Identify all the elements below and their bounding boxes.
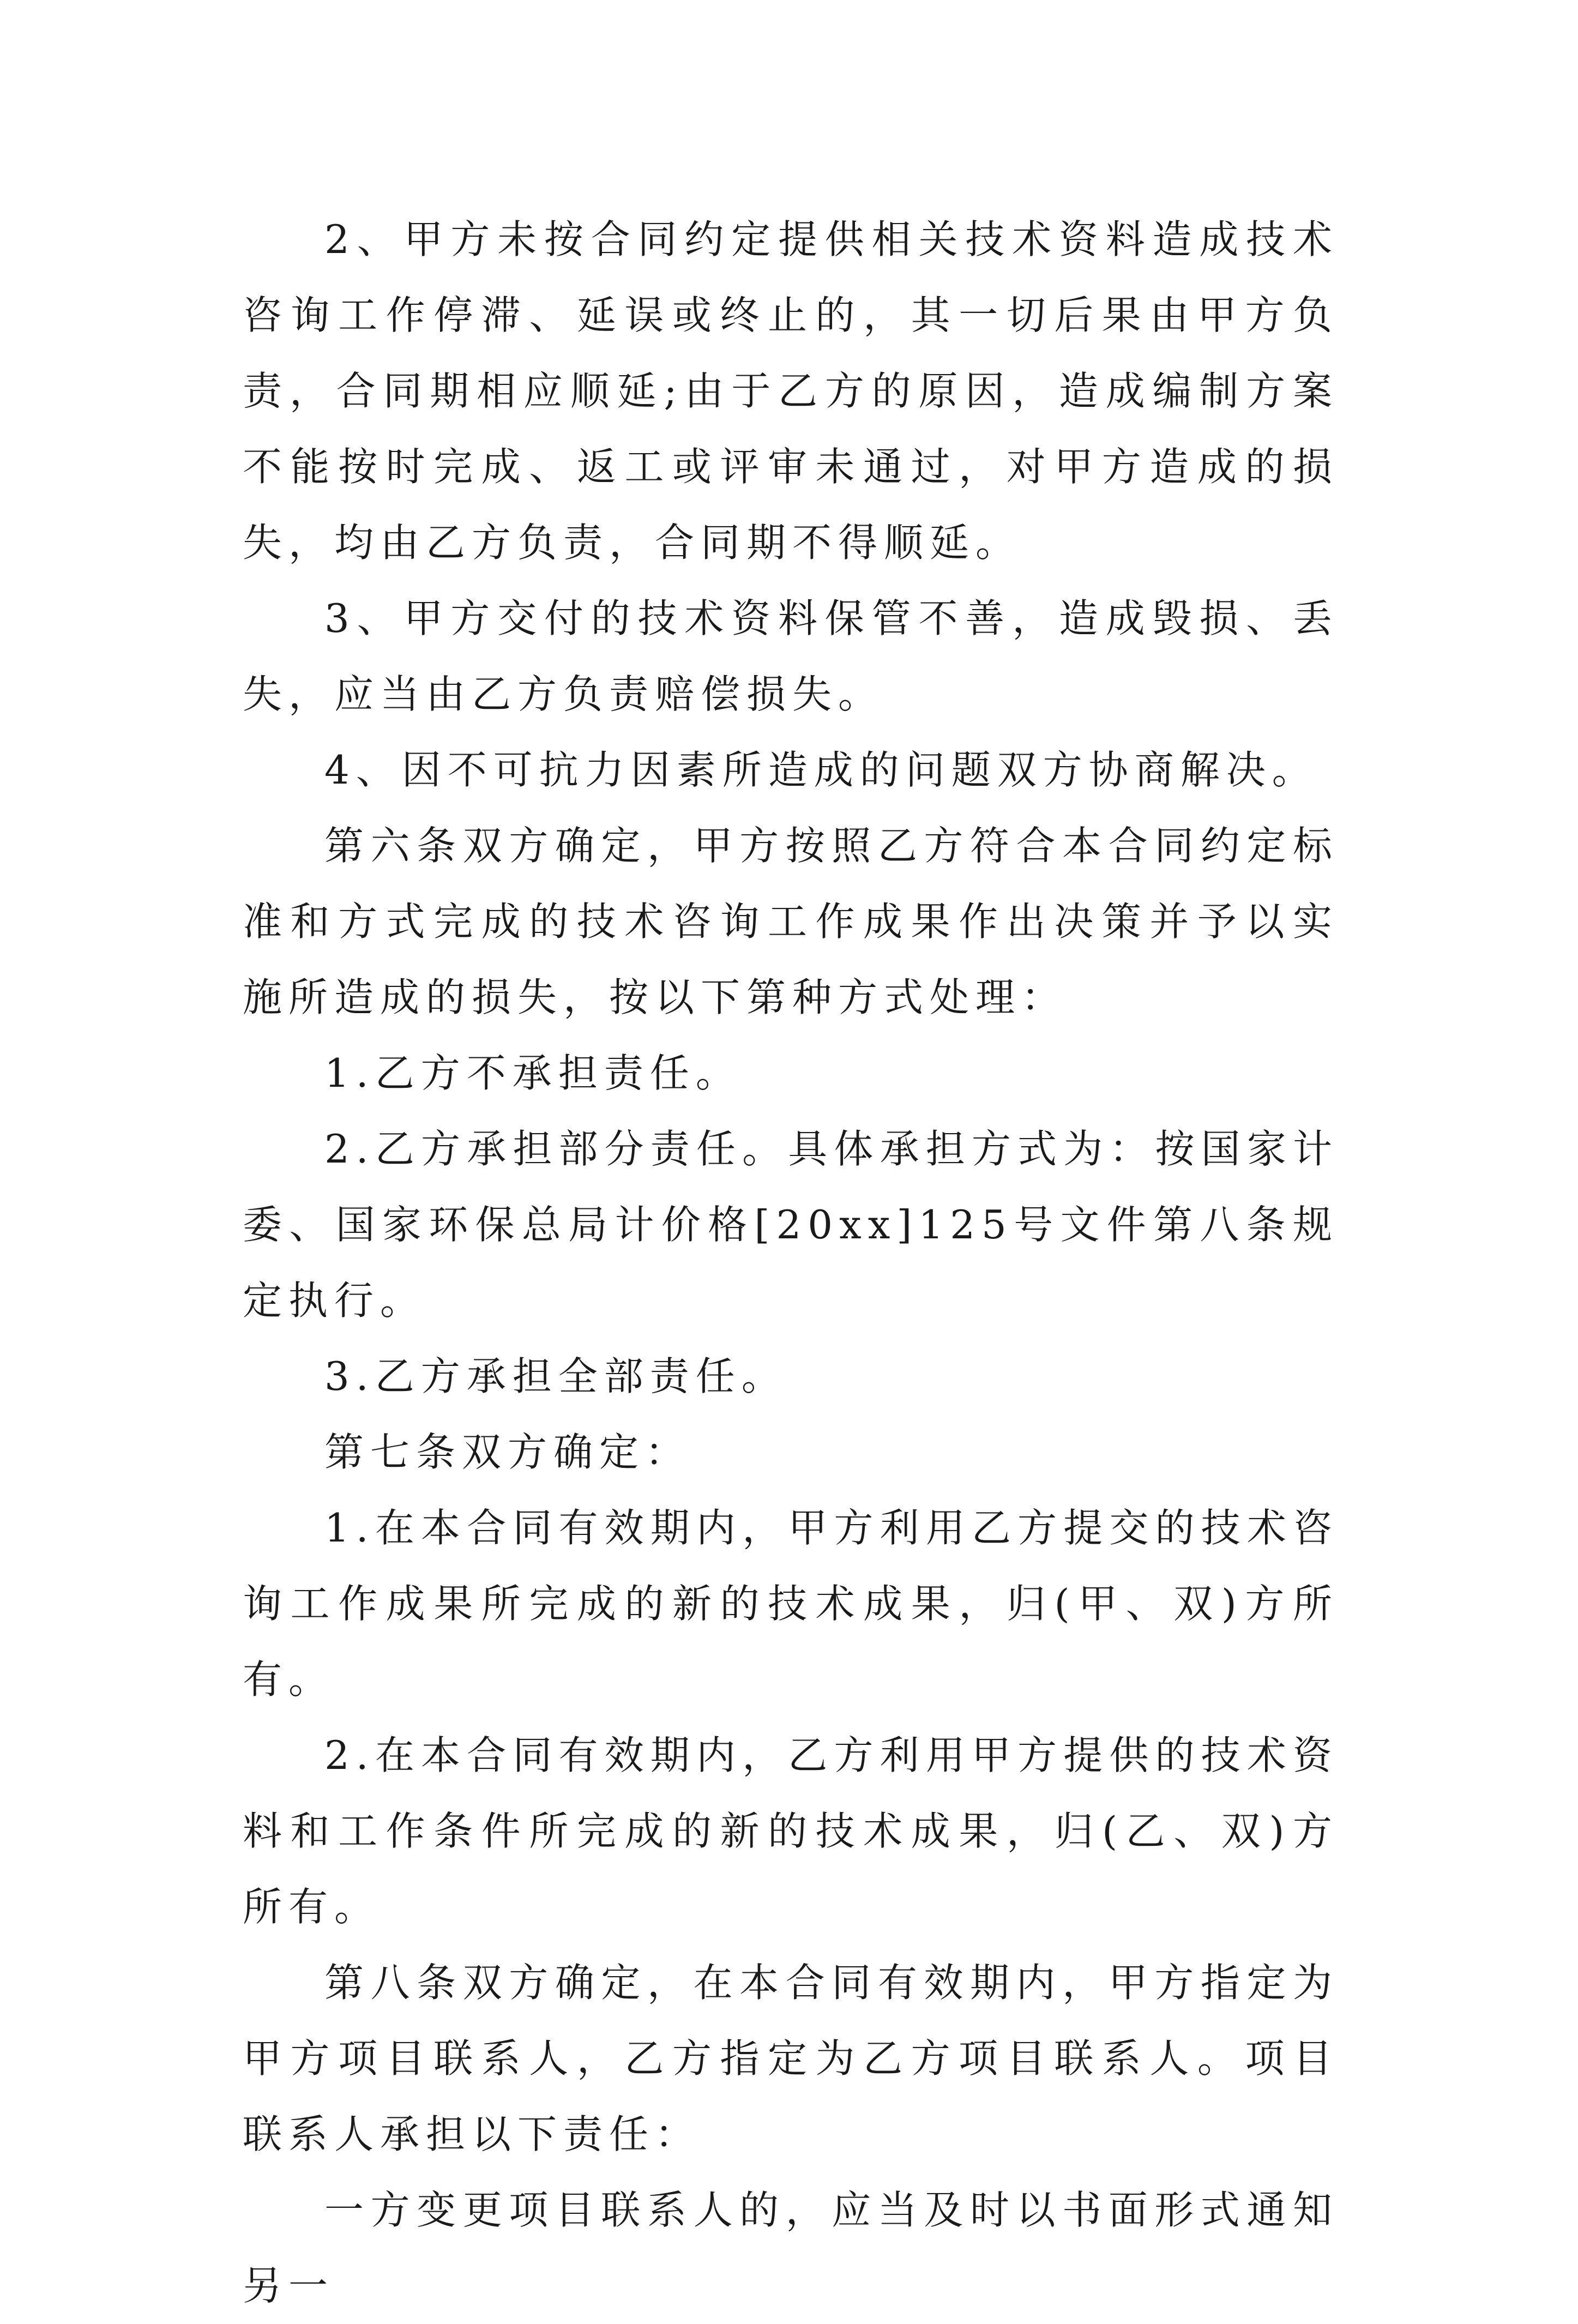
paragraph-article-6: 第六条双方确定，甲方按照乙方符合本合同约定标准和方式完成的技术咨询工作成果作出决策并予以实施所造成的损失，按以下第种方式处理： — [243, 823, 1339, 1020]
paragraph-clause-4: 4、因不可抗力因素所造成的问题双方协商解决。 — [324, 747, 1318, 793]
paragraph-article-7: 第七条双方确定： — [324, 1429, 691, 1475]
paragraph-article-7-item-2: 2.在本合同有效期内，乙方利用甲方提供的技术资料和工作条件所完成的新的技术成果，归(乙、双)方所有。 — [243, 1732, 1339, 1930]
paragraph-article-6-option-2: 2.乙方承担部分责任。具体承担方式为：按国家计委、国家环保总局计价格[20xx]125号文件第八条规定执行。 — [243, 1126, 1339, 1323]
paragraph-article-8: 第八条双方确定，在本合同有效期内，甲方指定为甲方项目联系人，乙方指定为乙方项目联系人。项目联系人承担以下责任： — [243, 1960, 1339, 2157]
paragraph-clause-2: 2、甲方未按合同约定提供相关技术资料造成技术咨询工作停滞、延误或终止的，其一切后果由甲方负责，合同期相应顺延;由于乙方的原因，造成编制方案不能按时完成、返工或评审未通过，对甲方造成的损失，均由乙方负责，合同期不得顺延。 — [243, 216, 1339, 565]
paragraph-article-6-option-3: 3.乙方承担全部责任。 — [324, 1353, 787, 1399]
paragraph-article-7-item-1: 1.在本合同有效期内，甲方利用乙方提交的技术咨询工作成果所完成的新的技术成果，归(甲、双)方所有。 — [243, 1505, 1339, 1702]
paragraph-article-6-option-1: 1.乙方不承担责任。 — [324, 1050, 742, 1096]
paragraph-clause-3: 3、甲方交付的技术资料保管不善，造成毁损、丢失，应当由乙方负责赔偿损失。 — [243, 595, 1339, 717]
paragraph-contact-change: 一方变更项目联系人的，应当及时以书面形式通知另一 — [243, 2187, 1339, 2309]
document-body — [243, 202, 1339, 2324]
